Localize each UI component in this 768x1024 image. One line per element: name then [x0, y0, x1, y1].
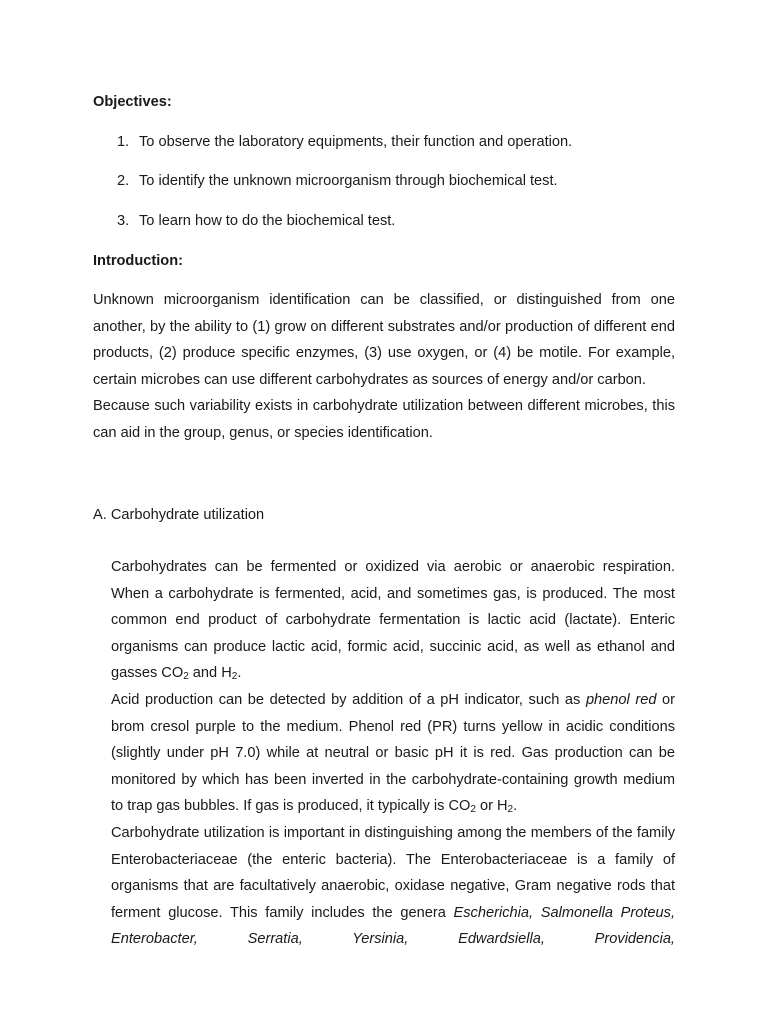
introduction-text-1: Unknown microorganism identification can be classified, or distinguished from one another, by the ability to (1) grow on different substrates and/or production of different end products, (2) produce specific enzymes, (3) use oxygen, or (4) be motile. For example, certain microbes can use different carbohydrates as sources of energy and/or carbon.	[93, 292, 675, 388]
objective-number: 1.	[117, 134, 130, 150]
objectives-heading: Objectives:	[93, 94, 172, 110]
conjunction-text: and H	[188, 665, 232, 682]
section-a-body	[111, 554, 675, 980]
phenol-red-term: phenol red	[585, 691, 657, 708]
period-text: .	[237, 665, 242, 682]
section-a-text-2: Acid production can be detected by addition of a pH indicator, such as	[111, 691, 586, 708]
introduction-text-2: Because such variability exists in carbohydrate utilization between different microbes, this can aid in the group, genus, or species identification.	[93, 398, 675, 441]
introduction-paragraph	[93, 287, 675, 447]
objective-text: To observe the laboratory equipments, their function and operation.	[139, 134, 573, 150]
objective-text: To learn how to do the biochemical test.	[139, 213, 396, 229]
subscript: 2	[231, 671, 238, 683]
objective-text: To identify the unknown microorganism through biochemical test.	[139, 173, 558, 189]
section-a-text-1: Carbohydrates can be fermented or oxidized via aerobic or anaerobic respiration. When a carbohydrate is fermented, acid, and sometimes gas, is produced. The most common end product of carbohydrate fermentation is lactic acid (lactate). Enteric organisms can produce lactic acid, formic acid, succinic acid, as well as ethanol and gasses CO	[111, 559, 675, 682]
objective-number: 2.	[117, 173, 130, 189]
objective-item	[117, 172, 558, 190]
introduction-heading: Introduction:	[93, 253, 183, 269]
subscript: 2	[183, 671, 189, 683]
section-a-text-4: Carbohydrate utilization is important in distinguishing among the members of the family Enterobacteriaceae (the enteric bacteria). The Enterobacteriaceae is a family of organisms that are facultatively anaerobic, oxidase negative, Gram negative rods that ferment glucose. This family includes the genera	[111, 824, 675, 921]
objective-item	[117, 212, 395, 230]
subscript: 2	[507, 804, 514, 816]
objective-number: 3.	[117, 213, 130, 229]
objective-item	[117, 133, 572, 151]
conjunction-text: or H	[475, 798, 508, 815]
genera-list: Escherichia, Salmonella Proteus, Enterobacter, Serratia, Yersinia, Edwardsiella, Providencia,	[111, 904, 675, 948]
period-text: .	[513, 798, 518, 815]
section-a-label: A. Carbohydrate utilization	[93, 507, 265, 523]
section-a-text-3: or brom cresol purple to the medium. Phenol red (PR) turns yellow in acidic conditions (slightly under pH 7.0) while at neutral or basic pH it is red. Gas production can be monitored by which has been inverted in the carbohydrate-containing growth medium to trap gas bubbles. If gas is produced, it typically is CO	[111, 691, 675, 815]
subscript: 2	[470, 804, 476, 816]
